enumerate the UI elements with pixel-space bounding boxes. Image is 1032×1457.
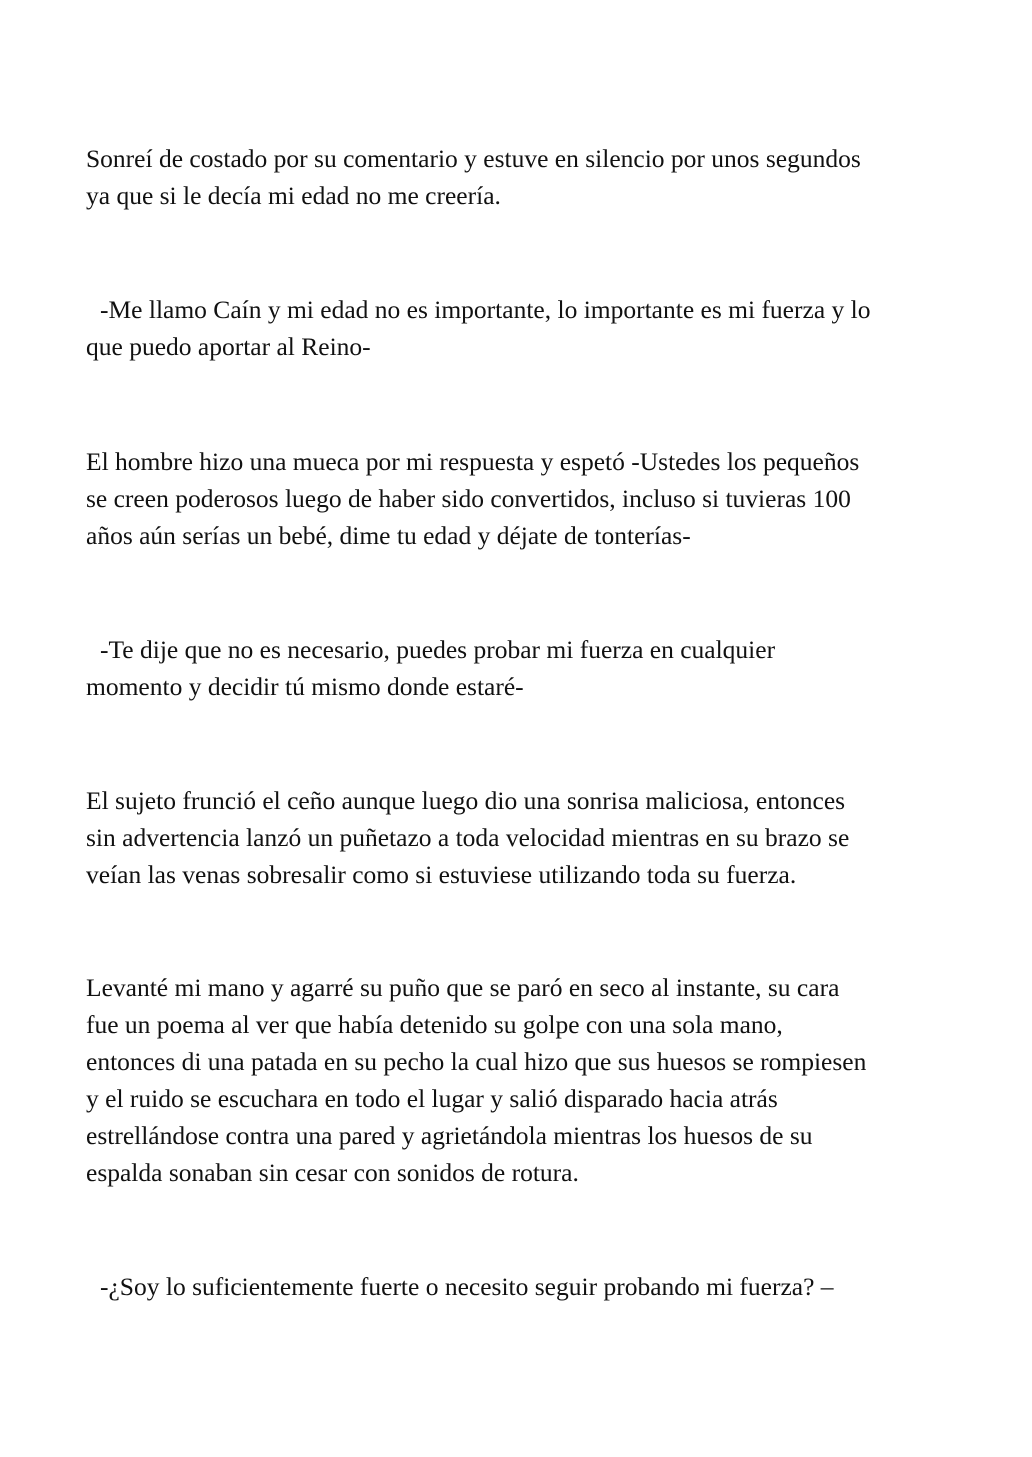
paragraph-line: espalda sonaban sin cesar con sonidos de rotura. <box>86 1158 579 1187</box>
paragraph-2-dialogue <box>86 291 966 365</box>
paragraph-line: fue un poema al ver que había detenido su golpe con una sola mano, <box>86 1010 783 1039</box>
paragraph-line: ya que si le decía mi edad no me creería. <box>86 181 501 210</box>
paragraph-line: veían las venas sobresalir como si estuviese utilizando toda su fuerza. <box>86 860 797 889</box>
paragraph-line: que puedo aportar al Reino- <box>86 332 371 361</box>
paragraph-3 <box>86 443 966 554</box>
paragraph-line: Sonreí de costado por su comentario y estuve en silencio por unos segundos <box>86 144 861 173</box>
paragraph-line: momento y decidir tú mismo donde estaré- <box>86 672 524 701</box>
paragraph-line: años aún serías un bebé, dime tu edad y déjate de tonterías- <box>86 521 691 550</box>
paragraph-5 <box>86 782 966 893</box>
paragraph-line: estrellándose contra una pared y agrietándola mientras los huesos de su <box>86 1121 813 1150</box>
paragraph-line: sin advertencia lanzó un puñetazo a toda velocidad mientras en su brazo se <box>86 823 850 852</box>
paragraph-1 <box>86 140 966 214</box>
paragraph-line: -Te dije que no es necesario, puedes probar mi fuerza en cualquier <box>100 635 776 664</box>
paragraph-line: El hombre hizo una mueca por mi respuesta y espetó -Ustedes los pequeños <box>86 447 860 476</box>
paragraph-line: se creen poderosos luego de haber sido convertidos, incluso si tuvieras 100 <box>86 484 851 513</box>
paragraph-line: y el ruido se escuchara en todo el lugar y salió disparado hacia atrás <box>86 1084 778 1113</box>
paragraph-line: El sujeto frunció el ceño aunque luego dio una sonrisa maliciosa, entonces <box>86 786 846 815</box>
paragraph-line: -¿Soy lo suficientemente fuerte o necesito seguir probando mi fuerza? – <box>100 1272 834 1301</box>
paragraph-line: entonces di una patada en su pecho la cual hizo que sus huesos se rompiesen <box>86 1047 867 1076</box>
paragraph-7-dialogue <box>86 1268 966 1305</box>
paragraph-line: -Me llamo Caín y mi edad no es importante, lo importante es mi fuerza y lo <box>100 295 871 324</box>
paragraph-6 <box>86 969 966 1191</box>
paragraph-4-dialogue <box>86 631 966 705</box>
paragraph-line: Levanté mi mano y agarré su puño que se paró en seco al instante, su cara <box>86 973 840 1002</box>
